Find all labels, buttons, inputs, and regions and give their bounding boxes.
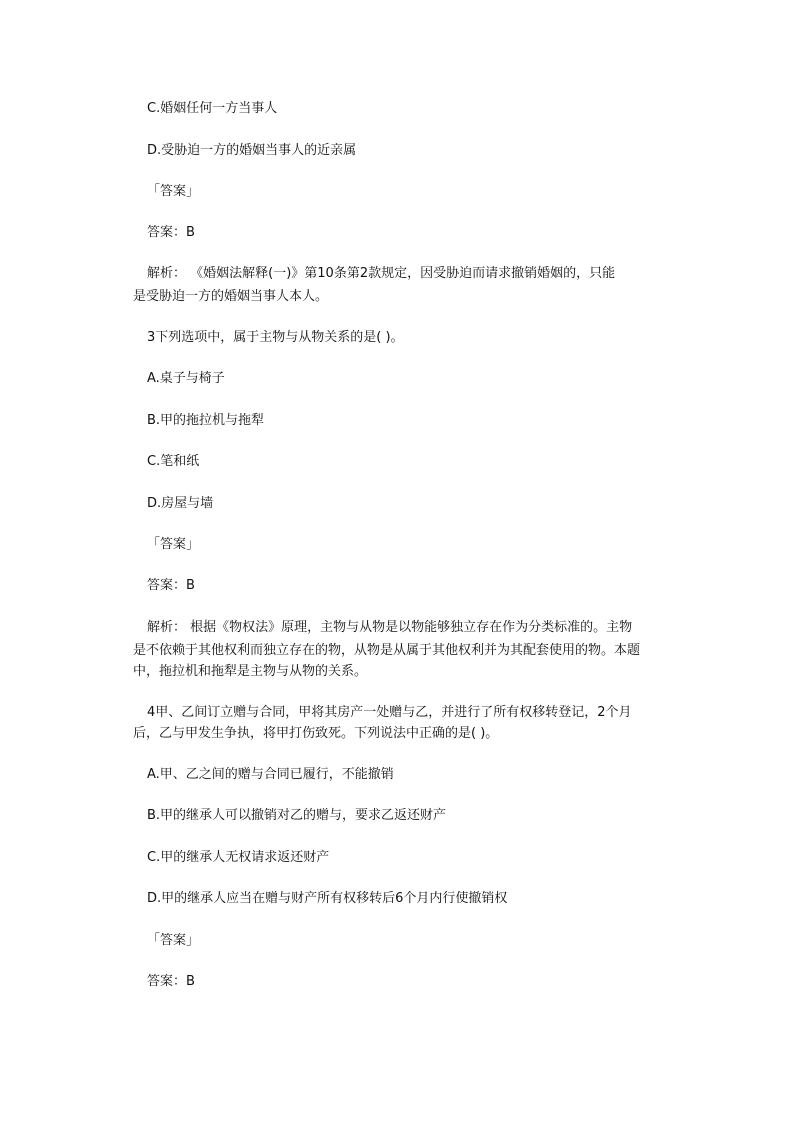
q2-answer: 答案：B [147, 225, 195, 240]
q3-analysis-line2: 是不依赖于其他权利而独立存在的物，从物是从属于其他权利并为其配套使用的物。本题 [133, 643, 641, 658]
q2-option-d: D.受胁迫一方的婚姻当事人的近亲属 [147, 143, 357, 158]
q4-question-line1: 4甲、乙间订立赠与合同，甲将其房产一处赠与乙，并进行了所有权移转登记，2个月 [147, 705, 632, 720]
q4-option-b: B.甲的继承人可以撤销对乙的赠与，要求乙返还财产 [147, 808, 447, 823]
q4-answer: 答案：B [147, 974, 195, 989]
q2-option-c: C.婚姻任何一方当事人 [147, 101, 278, 116]
q3-option-d: D.房屋与墙 [147, 496, 214, 511]
q4-question-line2: 后，乙与甲发生争执，将甲打伤致死。下列说法中正确的是( )。 [133, 726, 499, 741]
q3-option-b: B.甲的拖拉机与拖犁 [147, 413, 265, 428]
q2-answer-header: 「答案」 [147, 184, 200, 199]
q4-option-d: D.甲的继承人应当在赠与财产所有权移转后6个月内行使撤销权 [147, 891, 508, 906]
q3-analysis-line1: 解析： 根据《物权法》原理，主物与从物是以物能够独立存在作为分类标准的。主物 [147, 620, 633, 635]
q3-answer: 答案：B [147, 578, 195, 593]
q3-analysis-line3: 中，拖拉机和拖犁是主物与从物的关系。 [133, 664, 368, 679]
q3-option-a: A.桌子与椅子 [147, 371, 225, 386]
q2-analysis-line2: 是受胁迫一方的婚姻当事人本人。 [133, 289, 329, 304]
q3-option-c: C.笔和纸 [147, 454, 200, 469]
q3-answer-header: 「答案」 [147, 537, 200, 552]
q4-option-a: A.甲、乙之间的赠与合同已履行，不能撤销 [147, 767, 394, 782]
q4-answer-header: 「答案」 [147, 933, 200, 948]
q4-option-c: C.甲的继承人无权请求返还财产 [147, 850, 330, 865]
q2-analysis-line1: 解析： 《婚姻法解释(一)》第10条第2款规定，因受胁迫而请求撤销婚姻的，只能 [147, 266, 616, 281]
q3-question: 3下列选项中，属于主物与从物关系的是( )。 [147, 330, 404, 345]
